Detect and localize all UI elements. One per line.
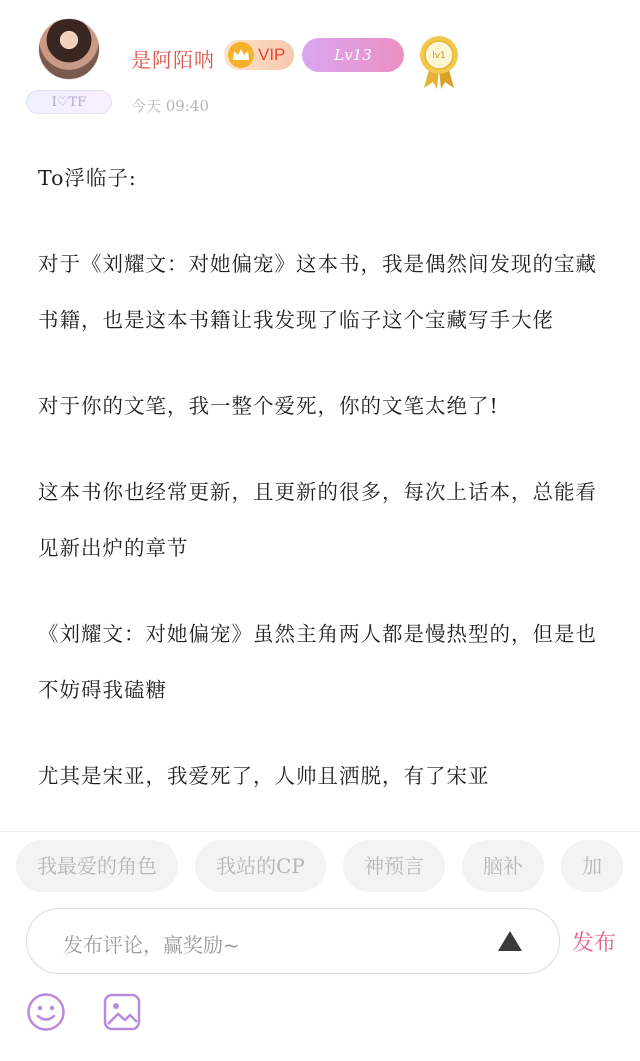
comment-bar <box>0 831 640 1061</box>
avatar[interactable] <box>38 18 100 80</box>
comment-placeholder: 发布评论，赢奖励~ <box>63 933 240 957</box>
post-paragraph: 对于《刘耀文：对她偏宠》这本书，我是偶然间发现的宝藏书籍，也是这本书籍让我发现了临子这个宝藏写手大佬 <box>38 252 597 332</box>
topic-chip-cp[interactable]: 我站的CP <box>195 840 326 892</box>
vip-badge[interactable] <box>224 40 294 70</box>
image-icon[interactable] <box>103 993 141 1031</box>
comment-input[interactable] <box>26 908 560 974</box>
post-timestamp: 今天 09:40 <box>131 97 209 115</box>
medal-icon[interactable] <box>418 34 460 90</box>
vip-label: VIP <box>258 45 286 64</box>
up-triangle-icon[interactable] <box>497 930 523 952</box>
publish-button[interactable]: 发布 <box>572 931 617 956</box>
topic-chip-prediction[interactable]: 神预言 <box>343 840 445 892</box>
post-paragraph: 对于你的文笔，我一整个爱死，你的文笔太绝了! <box>38 394 499 418</box>
post-header <box>0 0 640 130</box>
post-paragraph: To浮临子: <box>38 166 137 190</box>
topic-chip-more[interactable]: 加 <box>561 840 623 892</box>
medal-label: lv1 <box>432 51 446 61</box>
post-paragraph: 《刘耀文：对她偏宠》虽然主角两人都是慢热型的，但是也不妨碍我磕糖 <box>38 622 597 702</box>
post-content <box>38 150 598 830</box>
topic-chip-row[interactable] <box>16 840 640 894</box>
username[interactable]: 是阿陌呐 <box>131 48 215 72</box>
fan-badge[interactable]: I♡TF <box>26 90 112 114</box>
smile-icon[interactable] <box>26 992 66 1032</box>
topic-chip-imagination[interactable]: 脑补 <box>462 840 544 892</box>
crown-icon <box>228 42 254 68</box>
topic-chip-favorite-character[interactable]: 我最爱的角色 <box>16 840 178 892</box>
level-badge[interactable]: Lv13 <box>302 38 404 72</box>
post-paragraph: 这本书你也经常更新，且更新的很多，每次上话本，总能看见新出炉的章节 <box>38 480 597 560</box>
post-paragraph: 尤其是宋亚，我爱死了，人帅且洒脱，有了宋亚 <box>38 764 490 788</box>
